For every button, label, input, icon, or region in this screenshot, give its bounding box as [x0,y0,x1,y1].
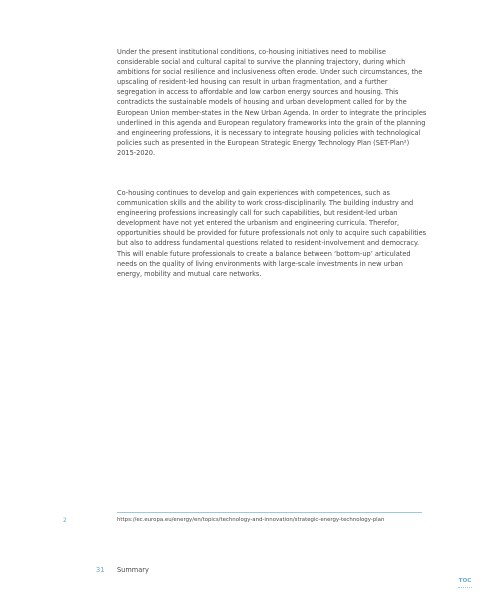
toc-dotted-underline [458,587,472,588]
body-paragraph-1: Under the present institutional conditions, co-housing initiatives need to mobilise considerable social and cultural capital to survive the planning trajectory, during which ambitions for social resilience and inclusiveness often erode. Under such circumstances, the upscaling of resident-led housing can result in urban fragmentation, and a further segregation in access to affordable and low carbon energy sources and housing. This contradicts the sustainable models of housing and urban development called for by the European Union member-states in the New Urban Agenda. In order to integrate the principles underlined in this agenda and European regulatory frameworks into the grain of the planning and engineering professions, it is necessary to integrate housing policies with technological policies such as presented in the European Strategic Energy Technology Plan (SET-Plan²) 2015-2020. [117,48,427,157]
toc-link[interactable]: TOC [458,578,472,584]
footnote-divider [117,512,422,513]
footnote-number: 2 [63,517,67,524]
footnote-url[interactable]: https://ec.europa.eu/energy/en/topics/technology-and-innovation/strategic-energy-technology-plan [117,517,385,523]
page-number: 31 [96,566,105,574]
body-paragraph-2: Co-housing continues to develop and gain experiences with competences, such as communication skills and the ability to work cross-disciplinarily. The building industry and engineering professions increasingly call for such capabilities, but resident-led urban development have not yet entered the urbanism and engineering curricula. Therefor, opportunities should be provided for future professionals not only to acquire such capabilities but also to address fundamental questions related to resident-involvement and democracy. This will enable future professionals to create a balance between ‘bottom-up’ articulated needs on the quality of living environments with large-scale investments in new urban energy, mobility and mutual care networks. [117,189,427,278]
footer-section-name: Summary [117,566,149,574]
